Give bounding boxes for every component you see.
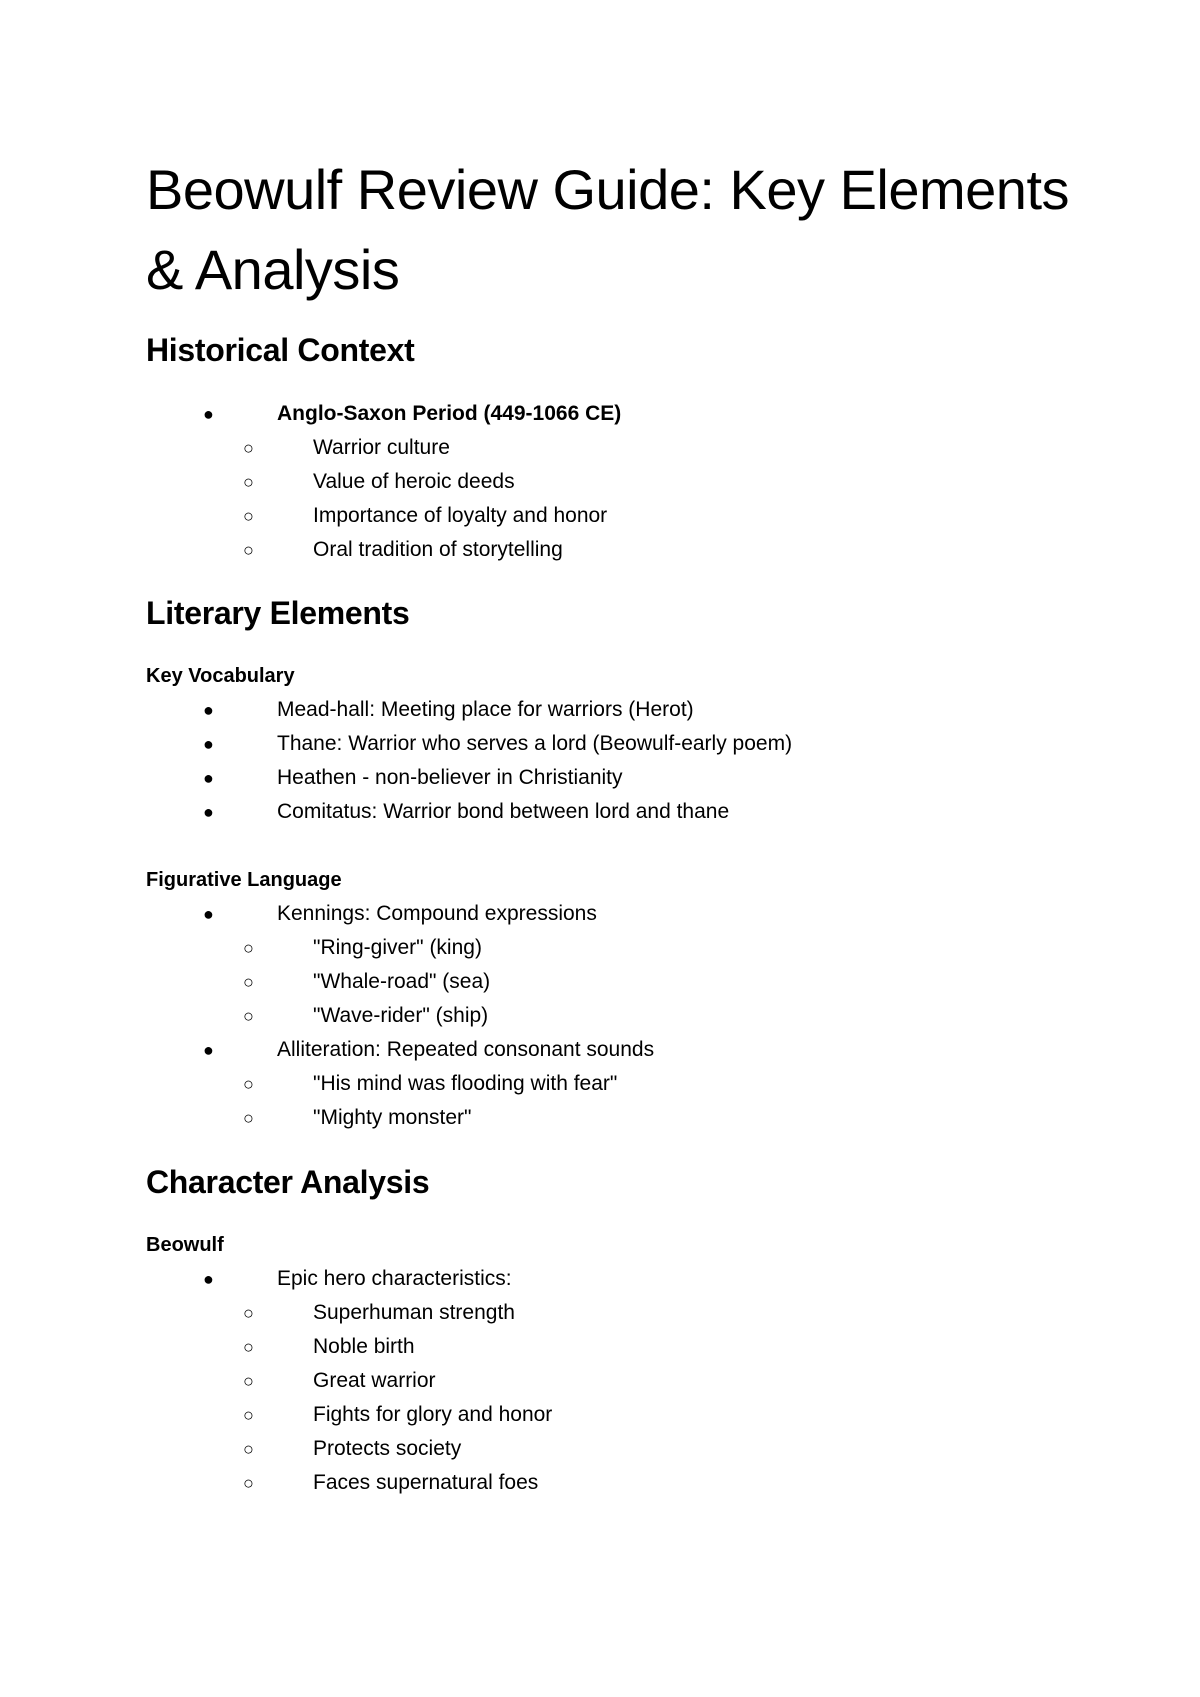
list-item [243,1104,472,1132]
list-item [243,1401,553,1429]
list-item [243,1299,515,1327]
list-item-text: Protects society [313,1437,462,1460]
sub-bullet-icon: ○ [243,1303,254,1323]
list-item-text: Comitatus: Warrior bond between lord and thane [277,800,730,823]
list-item [203,798,730,826]
list-item [243,1367,436,1395]
list-item-text: Fights for glory and honor [313,1403,553,1426]
key-vocabulary-heading: Key Vocabulary [146,665,295,687]
sub-bullet-icon: ○ [243,1108,254,1128]
list-item-text: Importance of loyalty and honor [313,504,608,527]
list-item-text: "Wave-rider" (ship) [313,1004,489,1027]
list-item-text: "Whale-road" (sea) [313,970,491,993]
sub-bullet-icon: ○ [243,1405,254,1425]
bullet-icon: ● [203,1040,214,1060]
sub-bullet-icon: ○ [243,438,254,458]
list-item-text: Kennings: Compound expressions [277,902,597,925]
list-item [203,764,623,792]
list-item-text: "Ring-giver" (king) [313,936,482,959]
sub-bullet-icon: ○ [243,472,254,492]
page-title: Beowulf Review Guide: Key Elements & Analysis [146,158,1069,301]
list-item [243,434,450,462]
bullet-icon: ● [203,700,214,720]
list-item-text: Warrior culture [313,436,450,459]
list-item-text: Great warrior [313,1369,436,1392]
bullet-icon: ● [203,1269,214,1289]
literary-elements-heading: Literary Elements [146,595,410,631]
beowulf-heading: Beowulf [146,1234,224,1256]
list-item-text: Mead-hall: Meeting place for warriors (Herot) [277,698,694,721]
list-item-text: "Mighty monster" [313,1106,472,1129]
list-item-text: Value of heroic deeds [313,470,515,493]
bullet-icon: ● [203,734,214,754]
list-item-text: Heathen - non-believer in Christianity [277,766,623,789]
list-item-text: Noble birth [313,1335,415,1358]
list-item-text: Superhuman strength [313,1301,515,1324]
list-item [243,468,515,496]
list-item [243,1333,415,1361]
character-analysis-heading: Character Analysis [146,1164,430,1200]
list-item-text: Alliteration: Repeated consonant sounds [277,1038,655,1061]
list-item-text: Thane: Warrior who serves a lord (Beowulf-early poem) [277,732,793,755]
list-item [243,934,482,962]
list-item [243,1435,462,1463]
list-item [243,1002,489,1030]
list-item-text: Oral tradition of storytelling [313,538,563,561]
list-item [243,502,608,530]
sub-bullet-icon: ○ [243,1006,254,1026]
sub-bullet-icon: ○ [243,1074,254,1094]
list-item-text: Epic hero characteristics: [277,1267,512,1290]
sub-bullet-icon: ○ [243,1337,254,1357]
sub-bullet-icon: ○ [243,1439,254,1459]
list-item [203,696,694,724]
bullet-icon: ● [203,404,214,424]
list-item [203,730,793,758]
list-item [203,900,597,928]
figurative-language-heading: Figurative Language [146,869,342,891]
sub-bullet-icon: ○ [243,506,254,526]
sub-bullet-icon: ○ [243,1473,254,1493]
list-item-text: Anglo-Saxon Period (449-1066 CE) [277,402,622,425]
list-item-text: Faces supernatural foes [313,1471,539,1494]
historical-context-heading: Historical Context [146,332,415,368]
list-item [243,968,491,996]
list-item [243,1070,618,1098]
list-item [243,536,563,564]
bullet-icon: ● [203,768,214,788]
list-item [243,1469,539,1497]
list-item [203,400,622,428]
sub-bullet-icon: ○ [243,972,254,992]
bullet-icon: ● [203,802,214,822]
list-item [203,1036,655,1064]
bullet-icon: ● [203,904,214,924]
list-item-text: "His mind was flooding with fear" [313,1072,618,1095]
sub-bullet-icon: ○ [243,540,254,560]
sub-bullet-icon: ○ [243,938,254,958]
list-item [203,1265,512,1293]
sub-bullet-icon: ○ [243,1371,254,1391]
